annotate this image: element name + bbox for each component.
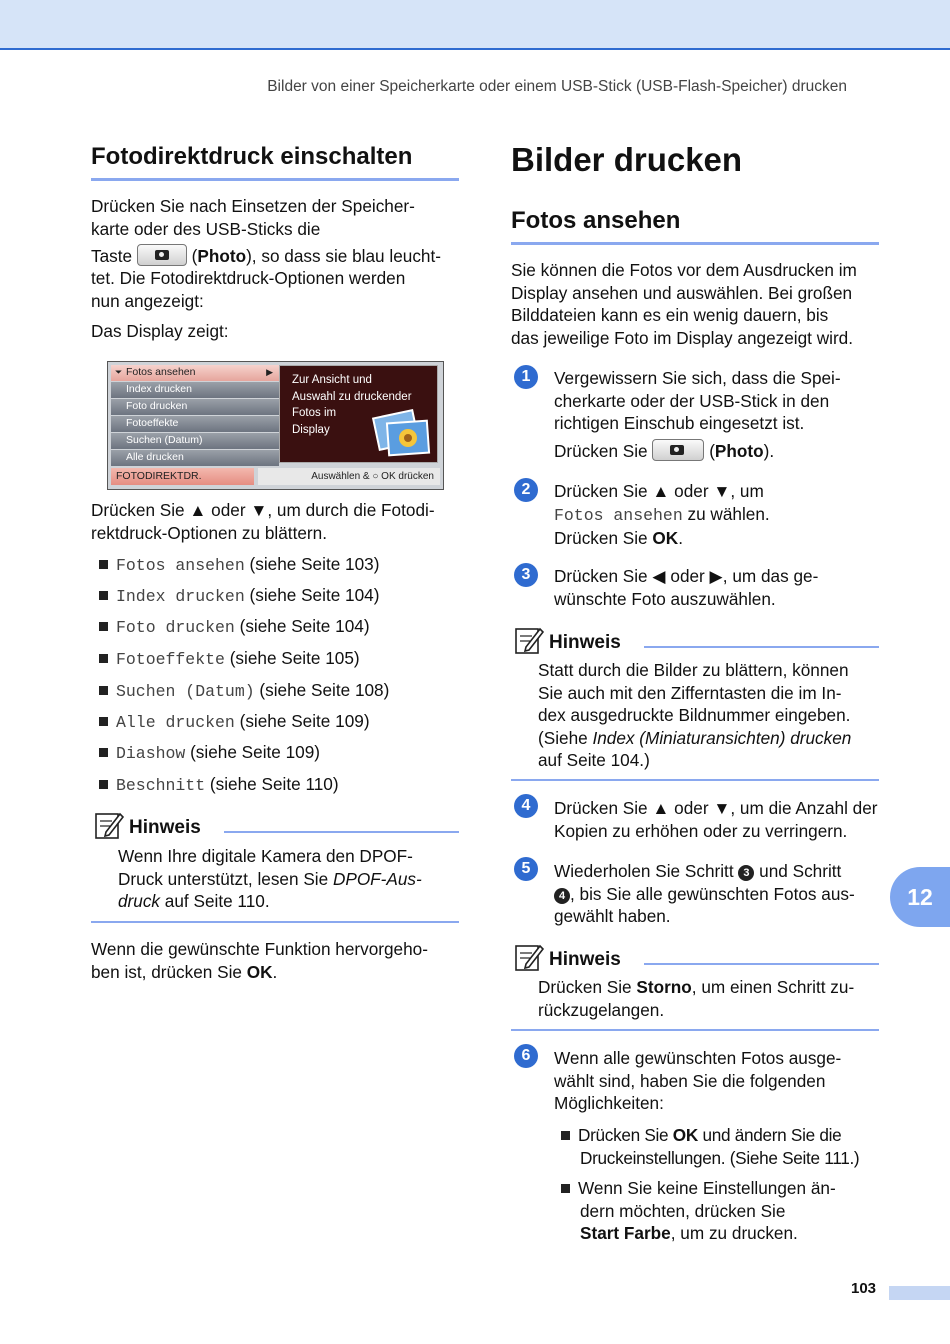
step-1-text: Vergewissern Sie sich, dass die Spei- cherkarte oder der USB-Stick in den richtigen Einschub eingesetzt ist. xyxy=(554,368,841,433)
note-2-text: Drücken Sie Storno, um einen Schritt zu- rückzugelangen. xyxy=(538,977,855,1020)
page-number-bar xyxy=(889,1286,950,1300)
step-3-text: Drücken Sie ◀ oder ▶, um das ge- wünschte Foto auszuwählen. xyxy=(554,566,819,609)
bullet-icon xyxy=(99,654,108,663)
page-title: Bilder drucken xyxy=(511,141,743,178)
bullet-icon xyxy=(99,622,108,631)
step-6-text: Wenn alle gewünschten Fotos ausge- wählt sind, haben Sie die folgenden Möglichkeiten: xyxy=(554,1048,842,1113)
intro-paragraph: Drücken Sie nach Einsetzen der Speicher- karte oder des USB-Sticks die xyxy=(91,196,415,239)
note-pencil-icon xyxy=(94,810,124,840)
note-pencil-icon xyxy=(514,625,544,655)
final-paragraph: Wenn die gewünschte Funktion hervorgeho- ben ist, drücken Sie OK. xyxy=(91,939,428,982)
note-pencil-icon xyxy=(514,942,544,972)
lcd-menu-item: Suchen (Datum) xyxy=(111,433,279,449)
bullet-icon xyxy=(99,748,108,757)
step-number-3: 3 xyxy=(514,563,538,587)
photo-stack-icon xyxy=(372,408,434,460)
list-item: Foto drucken (siehe Seite 104) xyxy=(99,615,370,639)
step-number-1: 1 xyxy=(514,365,538,389)
lcd-display xyxy=(107,361,444,490)
note-text: Wenn Ihre digitale Kamera den DPOF- Druck unterstützt, lesen Sie DPOF-Aus- druck auf Seite 110. xyxy=(118,846,422,911)
subheading-rule xyxy=(511,242,879,245)
step-ref-badge: 4 xyxy=(554,888,570,904)
step-number-4: 4 xyxy=(514,794,538,818)
lcd-info-panel: Zur Ansicht und Auswahl zu druckender Fotos im Display xyxy=(279,365,438,463)
heading-rule xyxy=(91,178,459,181)
photo-key-icon xyxy=(137,244,187,266)
note-1-text: Statt durch die Bilder zu blättern, können Sie auch mit den Zifferntasten die im In- dex ausgedruckte Bildnummer eingeben. (Siehe Index (Miniaturansichten) drucken auf Seite 104.) xyxy=(538,660,852,770)
top-band xyxy=(0,0,950,50)
running-header: Bilder von einer Speicherkarte oder einem USB-Stick (USB-Flash-Speicher) drucken xyxy=(267,78,847,95)
list-item: Beschnitt (siehe Seite 110) xyxy=(99,773,339,797)
step-1-press: Drücken Sie (Photo). xyxy=(554,441,775,461)
list-item: Diashow (siehe Seite 109) xyxy=(99,741,320,765)
note-end-rule xyxy=(511,1029,879,1031)
bullet-icon xyxy=(561,1184,570,1193)
list-item: Index drucken (siehe Seite 104) xyxy=(99,584,379,608)
lcd-menu-item: Index drucken xyxy=(111,382,279,398)
bullet-icon xyxy=(99,560,108,569)
lcd-menu-item-selected: ⏷ Fotos ansehen ▶ xyxy=(111,365,279,381)
display-label: Das Display zeigt: xyxy=(91,321,229,341)
lcd-menu-item: Alle drucken xyxy=(111,450,279,466)
lcd-footer-mode: FOTODIREKTDR. xyxy=(111,468,254,485)
note-title: Hinweis xyxy=(549,632,621,653)
intro-paragraph-cont: tet. Die Fotodirektdruck-Optionen werden nun angezeigt: xyxy=(91,268,406,311)
bullet-icon xyxy=(99,780,108,789)
note-rule xyxy=(644,646,879,648)
lcd-menu-item: Fotoeffekte xyxy=(111,416,279,432)
lcd-menu-item: Foto drucken xyxy=(111,399,279,415)
list-item: Alle drucken (siehe Seite 109) xyxy=(99,710,370,734)
note-rule xyxy=(644,963,879,965)
step-2-text: Drücken Sie ▲ oder ▼, um Fotos ansehen zu wählen. Drücken Sie OK. xyxy=(554,481,770,548)
section-heading: Fotodirektdruck einschalten xyxy=(91,143,413,170)
list-item: Suchen (Datum) (siehe Seite 108) xyxy=(99,679,389,703)
step-5-text: Wiederholen Sie Schritt 3 und Schritt 4 , bis Sie alle gewünschten Fotos aus- gewählt haben. xyxy=(554,861,855,926)
note-title: Hinweis xyxy=(129,817,201,838)
note-end-rule xyxy=(91,921,459,923)
step-4-text: Drücken Sie ▲ oder ▼, um die Anzahl der Kopien zu erhöhen oder zu verringern. xyxy=(554,798,878,841)
chapter-tab: 12 xyxy=(890,867,950,927)
taste-line: Taste (Photo), so dass sie blau leucht- xyxy=(91,246,441,266)
photo-key-icon xyxy=(652,439,704,461)
bullet-icon xyxy=(99,591,108,600)
list-item: Fotoeffekte (siehe Seite 105) xyxy=(99,647,360,671)
lcd-footer-hint: Auswählen & ○ OK drücken xyxy=(258,468,440,485)
note-rule xyxy=(224,831,459,833)
note-end-rule xyxy=(511,779,879,781)
step-number-5: 5 xyxy=(514,857,538,881)
bullet-icon xyxy=(99,686,108,695)
bullet-icon xyxy=(561,1131,570,1140)
step-6-option-1: Drücken Sie OK und ändern Sie die Druckeinstellungen. (Siehe Seite 111.) xyxy=(561,1124,891,1169)
step-ref-badge: 3 xyxy=(738,865,754,881)
scroll-instruction: Drücken Sie ▲ oder ▼, um durch die Fotodi- rektdruck-Optionen zu blättern. xyxy=(91,500,435,543)
step-6-option-2: Wenn Sie keine Einstellungen än- dern möchten, drücken Sie Start Farbe, um zu drucken. xyxy=(561,1177,891,1245)
list-item: Fotos ansehen (siehe Seite 103) xyxy=(99,553,379,577)
note-title: Hinweis xyxy=(549,949,621,970)
step-number-6: 6 xyxy=(514,1044,538,1068)
intro-paragraph-right: Sie können die Fotos vor dem Ausdrucken im Display ansehen und auswählen. Bei großen Bilddateien kann es ein wenig dauern, bis das jeweilige Foto im Display angezeigt wird. xyxy=(511,260,857,348)
bullet-icon xyxy=(99,717,108,726)
step-number-2: 2 xyxy=(514,478,538,502)
lcd-menu xyxy=(111,365,279,465)
subsection-heading: Fotos ansehen xyxy=(511,207,681,234)
page-number: 103 xyxy=(851,1280,877,1297)
